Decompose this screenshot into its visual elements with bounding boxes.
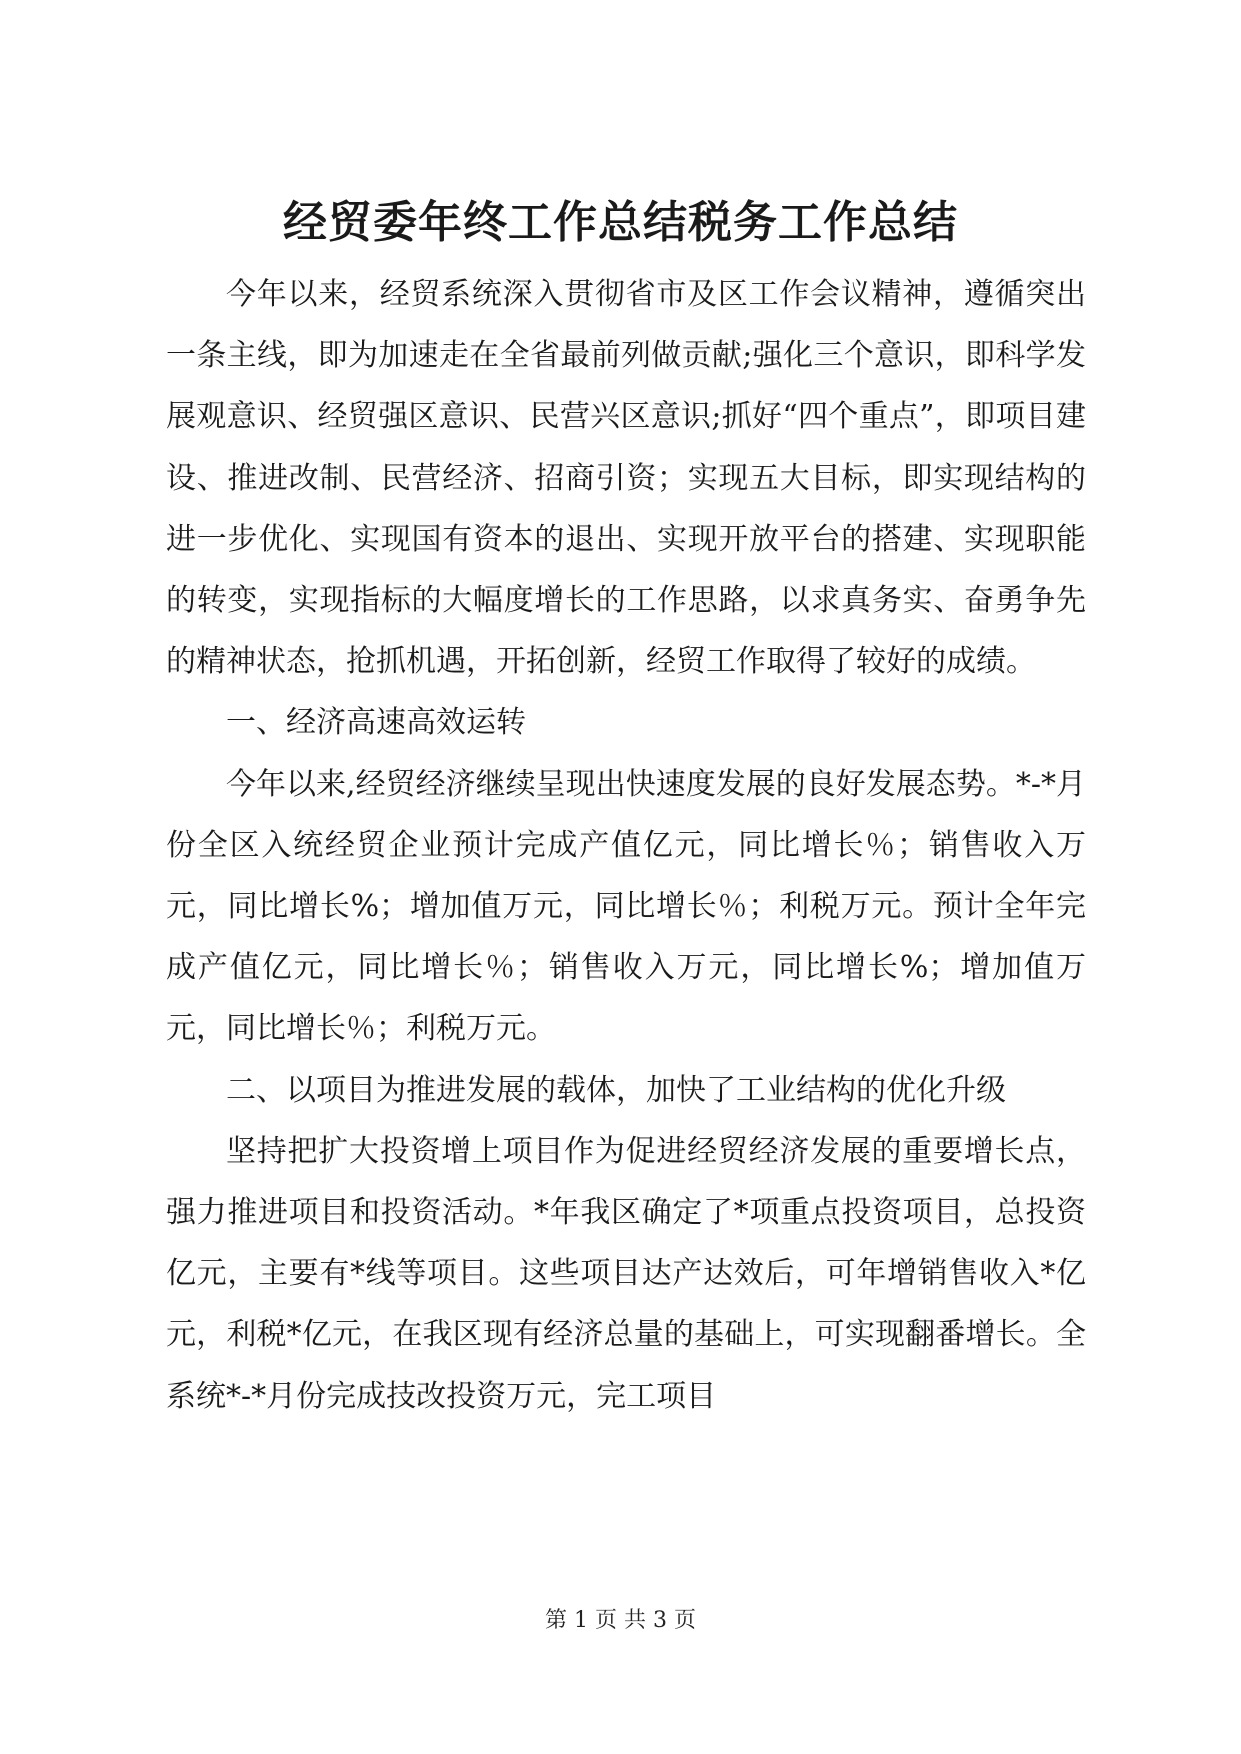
section-heading-2: 二、以项目为推进发展的载体，加快了工业结构的优化升级 (226, 1072, 1006, 1108)
paragraph-projects: 坚持把扩大投资增上项目作为促进经贸经济发展的重要增长点，强力推进项目和投资活动。*年我区确定了*项重点投资项目，总投资亿元，主要有*线等项目。这些项目达产达效后，可年增销售收入*亿元，利税*亿元，在我区现有经济总量的基础上，可实现翻番增长。全系统*-*月份完成技改投资万元，完工项目 (166, 1133, 1086, 1414)
section-heading-1: 一、经济高速高效运转 (226, 705, 526, 741)
paragraph-economy: 今年以来,经贸经济继续呈现出快速度发展的良好发展态势。*-*月份全区入统经贸企业预计完成产值亿元，同比增长％；销售收入万元，同比增长%；增加值万元，同比增长％；利税万元。预计全年完成产值亿元，同比增长％；销售收入万元，同比增长%；增加值万元，同比增长％；利税万元。 (166, 766, 1086, 1047)
document-title: 经贸委年终工作总结税务工作总结 (283, 197, 958, 248)
document-body (166, 264, 1086, 1427)
page-footer: 第 1 页 共 3 页 (545, 1608, 696, 1633)
paragraph-intro: 今年以来，经贸系统深入贯彻省市及区工作会议精神，遵循突出一条主线，即为加速走在全省最前列做贡献;强化三个意识，即科学发展观意识、经贸强区意识、民营兴区意识;抓好“四个重点”，即项目建设、推进改制、民营经济、招商引资；实现五大目标，即实现结构的进一步优化、实现国有资本的退出、实现开放平台的搭建、实现职能的转变，实现指标的大幅度增长的工作思路，以求真务实、奋勇争先的精神状态，抢抓机遇，开拓创新，经贸工作取得了较好的成绩。 (166, 277, 1086, 680)
